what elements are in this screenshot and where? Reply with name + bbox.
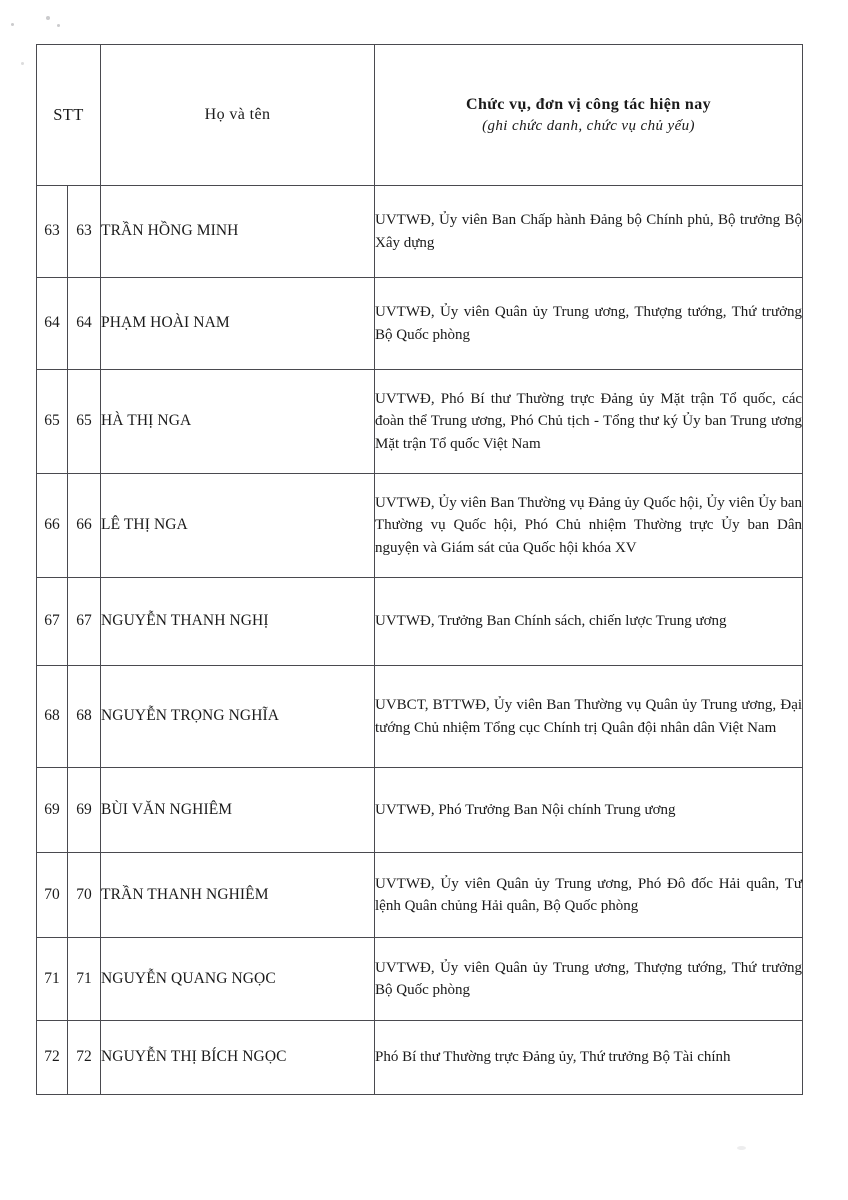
table-row xyxy=(37,186,803,278)
person-position: UVTWĐ, Ủy viên Ban Chấp hành Đảng bộ Chính phủ, Bộ trưởng Bộ Xây dựng xyxy=(375,186,803,278)
scan-speck xyxy=(11,23,14,26)
row-index-primary: 67 xyxy=(37,578,68,666)
table-header xyxy=(37,45,803,186)
person-name: TRẦN HỒNG MINH xyxy=(101,186,375,278)
row-index-secondary: 65 xyxy=(68,370,101,474)
table-row xyxy=(37,278,803,370)
person-name: HÀ THỊ NGA xyxy=(101,370,375,474)
row-index-primary: 71 xyxy=(37,938,68,1021)
column-header-stt: STT xyxy=(37,45,101,186)
row-index-secondary: 71 xyxy=(68,938,101,1021)
personnel-table xyxy=(36,44,803,1095)
person-position: UVTWĐ, Trưởng Ban Chính sách, chiến lược Trung ương xyxy=(375,578,803,666)
person-name: TRẦN THANH NGHIÊM xyxy=(101,853,375,938)
person-name: NGUYỄN THANH NGHỊ xyxy=(101,578,375,666)
table-body xyxy=(37,186,803,1095)
person-position: UVTWĐ, Ủy viên Quân ủy Trung ương, Phó Đô đốc Hải quân, Tư lệnh Quân chủng Hải quân, Bộ Quốc phòng xyxy=(375,853,803,938)
row-index-primary: 65 xyxy=(37,370,68,474)
row-index-secondary: 67 xyxy=(68,578,101,666)
person-name: NGUYỄN TRỌNG NGHĨA xyxy=(101,666,375,768)
row-index-primary: 69 xyxy=(37,768,68,853)
row-index-secondary: 68 xyxy=(68,666,101,768)
table-row xyxy=(37,1021,803,1095)
column-header-name: Họ và tên xyxy=(101,45,375,186)
header-row xyxy=(37,45,803,186)
scan-speck xyxy=(46,16,50,20)
table-row xyxy=(37,578,803,666)
person-name: NGUYỄN QUANG NGỌC xyxy=(101,938,375,1021)
row-index-primary: 66 xyxy=(37,474,68,578)
person-position: UVTWĐ, Ủy viên Quân ủy Trung ương, Thượng tướng, Thứ trưởng Bộ Quốc phòng xyxy=(375,278,803,370)
row-index-primary: 63 xyxy=(37,186,68,278)
row-index-secondary: 63 xyxy=(68,186,101,278)
person-position: UVTWĐ, Phó Trưởng Ban Nội chính Trung ương xyxy=(375,768,803,853)
scan-speck xyxy=(57,24,60,27)
scan-speck xyxy=(21,62,24,65)
table-row xyxy=(37,853,803,938)
table-row xyxy=(37,768,803,853)
row-index-primary: 64 xyxy=(37,278,68,370)
column-header-role-main: Chức vụ, đơn vị công tác hiện nay xyxy=(466,96,712,114)
column-header-role xyxy=(375,45,803,186)
table-row xyxy=(37,666,803,768)
person-name: NGUYỄN THỊ BÍCH NGỌC xyxy=(101,1021,375,1095)
row-index-primary: 70 xyxy=(37,853,68,938)
row-index-primary: 68 xyxy=(37,666,68,768)
person-name: LÊ THỊ NGA xyxy=(101,474,375,578)
row-index-primary: 72 xyxy=(37,1021,68,1095)
row-index-secondary: 66 xyxy=(68,474,101,578)
table-row xyxy=(37,474,803,578)
person-position: UVTWĐ, Phó Bí thư Thường trực Đảng ủy Mặt trận Tổ quốc, các đoàn thể Trung ương, Phó Chủ tịch - Tổng thư ký Ủy ban Trung ương Mặt trận Tổ quốc Việt Nam xyxy=(375,370,803,474)
person-position: UVTWĐ, Ủy viên Ban Thường vụ Đảng ủy Quốc hội, Ủy viên Ủy ban Thường vụ Quốc hội, Phó Chủ nhiệm Thường trực Ủy ban Dân nguyện và Giám sát của Quốc hội khóa XV xyxy=(375,474,803,578)
row-index-secondary: 69 xyxy=(68,768,101,853)
person-position: Phó Bí thư Thường trực Đảng ủy, Thứ trưởng Bộ Tài chính xyxy=(375,1021,803,1095)
row-index-secondary: 70 xyxy=(68,853,101,938)
table-row xyxy=(37,938,803,1021)
person-name: BÙI VĂN NGHIÊM xyxy=(101,768,375,853)
person-position: UVBCT, BTTWĐ, Ủy viên Ban Thường vụ Quân ủy Trung ương, Đại tướng Chủ nhiệm Tổng cục Chính trị Quân đội nhân dân Việt Nam xyxy=(375,666,803,768)
person-name: PHẠM HOÀI NAM xyxy=(101,278,375,370)
column-header-role-sub: (ghi chức danh, chức vụ chủ yếu) xyxy=(482,117,695,134)
table-row xyxy=(37,370,803,474)
scan-speck xyxy=(737,1146,746,1150)
row-index-secondary: 64 xyxy=(68,278,101,370)
row-index-secondary: 72 xyxy=(68,1021,101,1095)
person-position: UVTWĐ, Ủy viên Quân ủy Trung ương, Thượng tướng, Thứ trưởng Bộ Quốc phòng xyxy=(375,938,803,1021)
